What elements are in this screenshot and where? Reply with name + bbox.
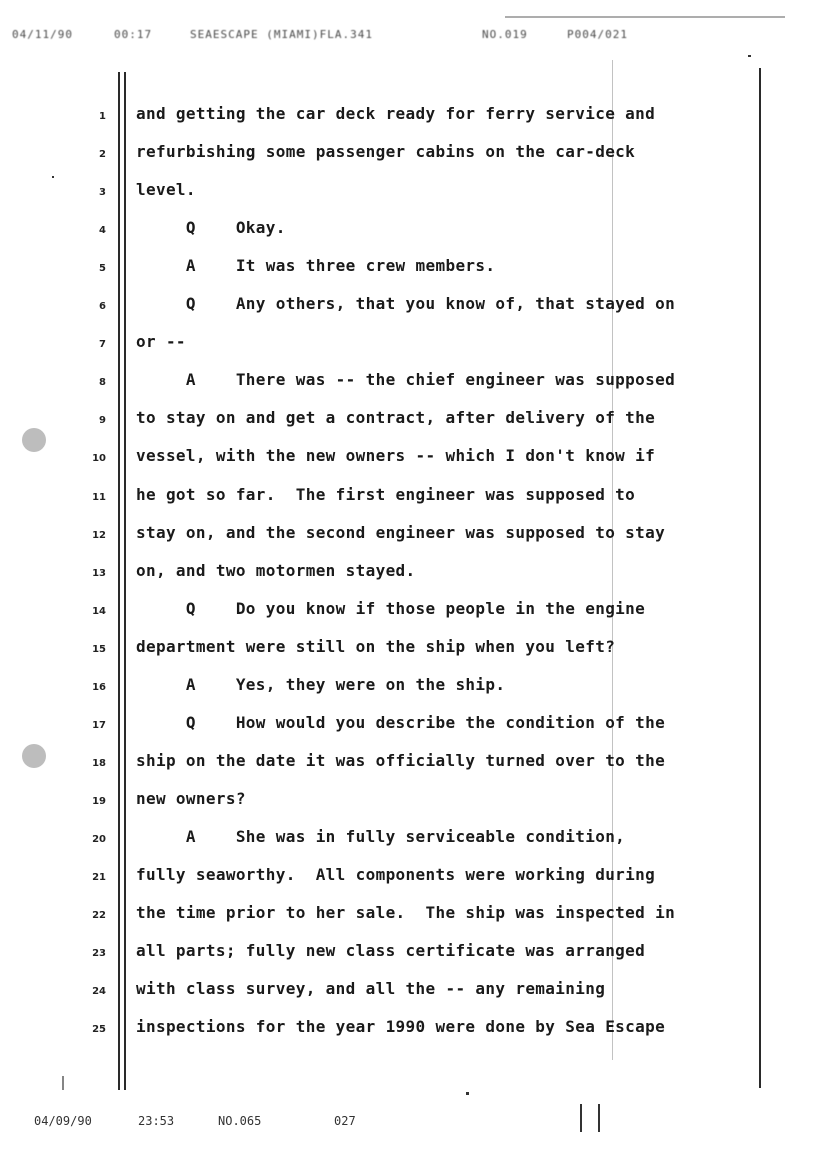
transcript-line [0,979,760,1009]
line-number: 3 [99,187,106,199]
line-number: 2 [99,149,106,161]
transcript-line [0,142,760,172]
line-number: 16 [92,681,106,693]
transcript-line [0,256,760,286]
transcript-line [0,903,760,933]
transcript-line [0,370,760,400]
line-text: the time prior to her sale. The ship was inspected in [136,903,676,923]
transcript-line [0,332,760,362]
fax-footer-page: 027 [334,1114,356,1128]
transcript-line [0,713,760,743]
line-text: A Yes, they were on the ship. [136,674,506,694]
fax-top-rule [505,16,785,18]
transcript-line [0,751,760,781]
fax-header-number: NO.019 [482,28,528,41]
speck [466,1092,469,1095]
line-number: 23 [92,948,106,960]
speck [748,55,751,57]
line-number: 19 [92,795,106,807]
line-text: ship on the date it was officially turned over to the [136,750,666,770]
line-number: 25 [92,1024,106,1036]
transcript-line [0,827,760,857]
line-text: or -- [136,332,186,352]
transcript-line [0,675,760,705]
line-number: 14 [92,605,106,617]
fax-header [12,28,772,46]
line-text: level. [136,180,196,200]
transcript-line [0,637,760,667]
line-text: vessel, with the new owners -- which I don't know if [136,446,656,466]
line-text: refurbishing some passenger cabins on the car-deck [136,142,636,162]
fax-header-date: 04/11/90 [12,28,73,41]
line-number: 10 [92,453,106,465]
line-number: 11 [92,491,106,503]
line-text: Q Do you know if those people in the engine [136,598,646,618]
line-text: and getting the car deck ready for ferry service and [136,104,656,123]
line-text: he got so far. The first engineer was supposed to [136,484,636,504]
line-text: A There was -- the chief engineer was supposed [136,370,676,390]
line-number: 22 [92,910,106,922]
fax-footer [34,1114,794,1132]
line-text: Q Any others, that you know of, that stayed on [136,294,676,314]
fax-footer-number: NO.065 [218,1114,262,1128]
line-number: 24 [92,986,106,998]
transcript-line [0,561,760,591]
line-number: 13 [92,567,106,579]
transcript-line [0,104,760,134]
line-text: department were still on the ship when you left? [136,636,616,656]
line-number: 21 [92,872,106,883]
line-text: with class survey, and all the -- any remaining [136,979,606,999]
fax-footer-time: 23:53 [138,1114,175,1128]
fax-header-time: 00:17 [114,28,153,41]
transcript-line [0,599,760,629]
line-number: 20 [92,833,106,845]
fax-header-sender: SEAESCAPE (MIAMI)FLA.341 [190,28,373,41]
line-number: 18 [92,757,106,769]
line-text: on, and two motormen stayed. [136,560,416,580]
transcript-line [0,485,760,515]
transcript-line [0,180,760,210]
line-number: 15 [92,643,106,655]
transcript-line [0,446,760,476]
line-number: 12 [92,529,106,541]
line-text: all parts; fully new class certificate was arranged [136,941,646,961]
transcript-line [0,218,760,248]
transcript-line [0,1017,760,1047]
speck [52,176,54,178]
line-number: 8 [99,377,106,389]
transcript-line [0,865,760,895]
line-number: 17 [92,719,106,731]
line-text: fully seaworthy. All components were working during [136,865,656,884]
line-text: Q How would you describe the condition of the [136,712,666,732]
line-text: stay on, and the second engineer was supposed to stay [136,522,666,542]
line-number: 1 [99,111,106,122]
line-text: A She was in fully serviceable condition, [136,826,626,846]
line-text: new owners? [136,788,246,808]
line-text: inspections for the year 1990 were done by Sea Escape [136,1017,666,1037]
transcript-line [0,408,760,438]
line-number: 4 [99,225,106,237]
fax-header-page: P004/021 [567,28,628,41]
line-text: to stay on and get a contract, after delivery of the [136,408,656,428]
line-number: 7 [99,339,106,351]
line-text: A It was three crew members. [136,256,496,276]
line-text: Q Okay. [136,218,286,238]
fax-footer-date: 04/09/90 [34,1114,92,1128]
line-number: 6 [99,301,106,313]
speck [62,1076,64,1090]
line-number: 9 [99,415,106,427]
transcript-line [0,941,760,971]
line-number: 5 [99,263,106,275]
transcript-line [0,789,760,819]
transcript-line [0,294,760,324]
transcript-line [0,523,760,553]
